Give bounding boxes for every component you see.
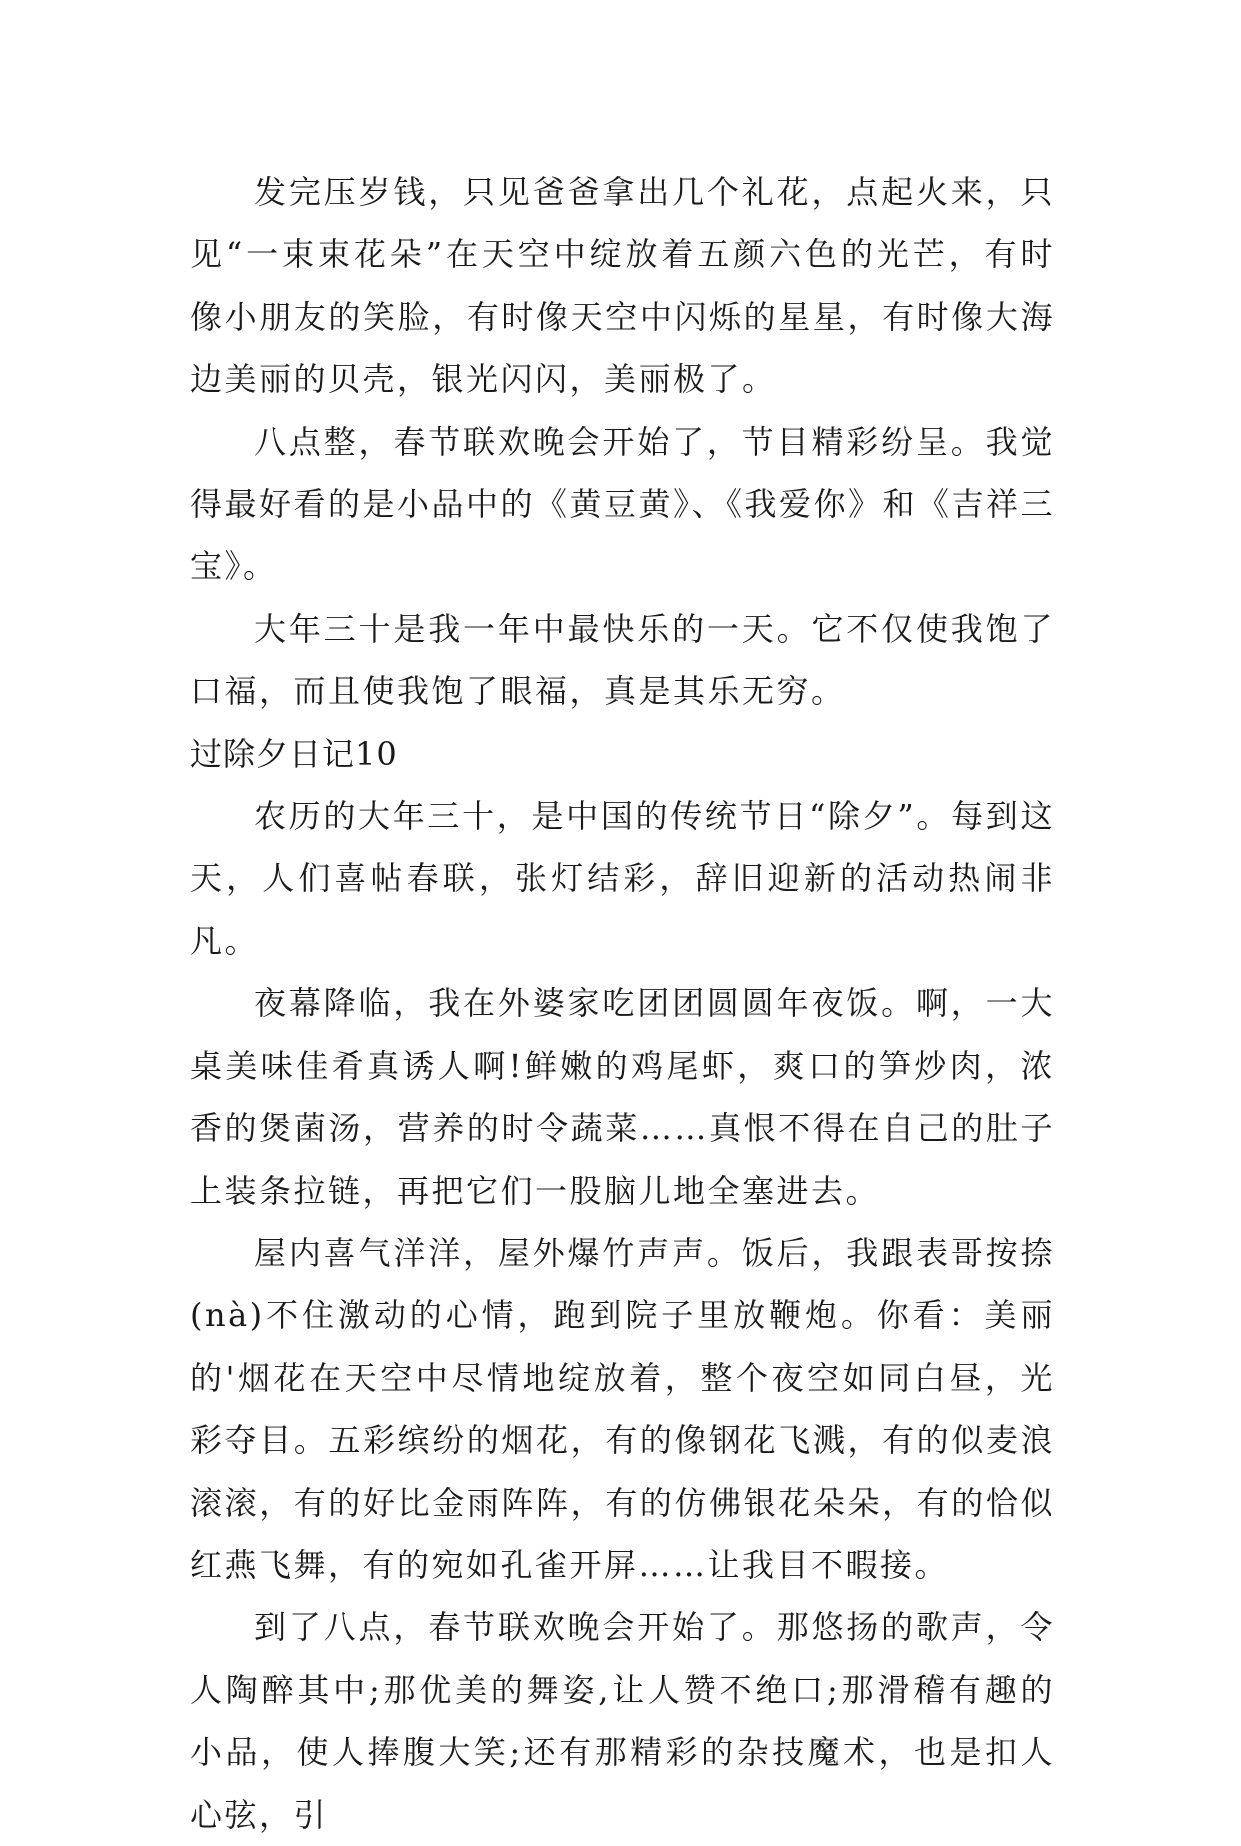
paragraph-happiest-day: 大年三十是我一年中最快乐的一天。它不仅使我饱了口福，而且使我饱了眼福，真是其乐无穷。 (190, 609, 1055, 711)
paragraph-dinner: 夜幕降临，我在外婆家吃团团圆圆年夜饭。啊，一大桌美味佳肴真诱人啊!鲜嫩的鸡尾虾，爽口的笋炒肉，浓香的煲菌汤，营养的时令蔬菜……真恨不得在自己的肚子上装条拉链，再把它们一股脑儿地全塞进去。 (190, 984, 1055, 1210)
paragraph-gala: 八点整，春节联欢晚会开始了，节目精彩纷呈。我觉得最好看的是小品中的《黄豆黄》、《我爱你》和《吉祥三宝》。 (190, 422, 1056, 586)
paragraph-spring-gala: 到了八点，春节联欢晚会开始了。那悠扬的歌声，令人陶醉其中;那优美的舞姿,让人赞不绝口;那滑稽有趣的小品，使人捧腹大笑;还有那精彩的杂技魔术，也是扣人心弦，引 (190, 1608, 1055, 1834)
paragraph-firecrackers: 屋内喜气洋洋，屋外爆竹声声。饭后，我跟表哥按捺(nà)不住激动的心情，跑到院子里放鞭炮。你看：美丽的'烟花在天空中尽情地绽放着，整个夜空如同白昼，光彩夺目。五彩缤纷的烟花，有的像钢花飞溅，有的似麦浪滚滚，有的好比金雨阵阵，有的仿佛银花朵朵，有的恰似红燕飞舞，有的宛如孔雀开屏……让我目不暇接。 (190, 1233, 1055, 1584)
document-body (190, 161, 1055, 1846)
paragraph-new-year-eve: 农历的大年三十，是中国的传统节日“除夕”。每到这天，人们喜帖春联，张灯结彩，辞旧迎新的活动热闹非凡。 (190, 797, 1055, 960)
section-title: 过除夕日记10 (190, 734, 398, 773)
paragraph-fireworks: 发完压岁钱，只见爸爸拿出几个礼花，点起火来，只见“一束束花朵”在天空中绽放着五颜六色的光芒，有时像小朋友的笑脸，有时像天空中闪烁的星星，有时像大海边美丽的贝壳，银光闪闪，美丽极了。 (190, 173, 1055, 399)
